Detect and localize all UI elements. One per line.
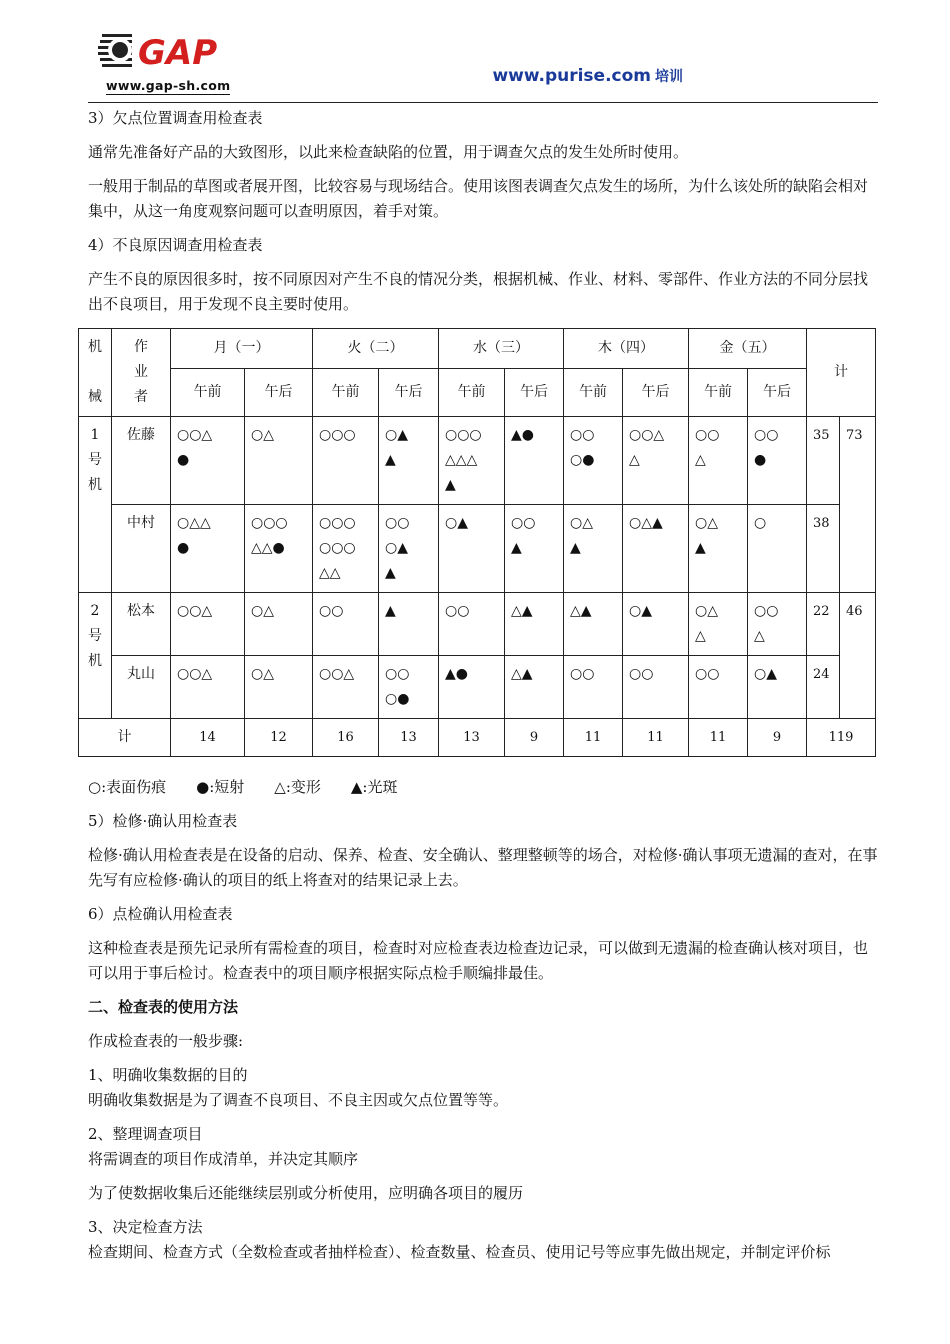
sec3-p1: 通常先准备好产品的大致图形，以此来检查缺陷的位置，用于调查欠点的发生处所时使用。 <box>88 143 689 161</box>
tally-cell: ▲ <box>379 593 439 656</box>
sec5-p1: 检修·确认用检查表是在设备的启动、保养、检查、安全确认、整理整顿等的场合，对检修·确认事项无遗漏的查对，在事先写有应检修·确认的项目的纸上将查对的结果记录上去。 <box>88 846 878 889</box>
table-row <box>79 505 876 593</box>
logo-url[interactable]: www.gap-sh.com <box>106 78 231 93</box>
header-pm: 午后 <box>505 368 564 416</box>
tally-cell: ○○ △ <box>689 417 748 505</box>
row-sum: 35 <box>807 417 840 505</box>
tally-cell: ▲● <box>505 417 564 505</box>
tally-cell: ○○○ <box>313 417 379 505</box>
table-row <box>79 656 876 719</box>
header-am: 午前 <box>564 368 623 416</box>
tally-cell: ○○ <box>689 656 748 719</box>
tally-cell: ○▲ <box>439 505 505 593</box>
sec4-title: 4）不良原因调查用检查表 <box>88 236 263 254</box>
tally-cell: ○△ ▲ <box>564 505 623 593</box>
sec4-p1: 产生不良的原因很多时，按不同原因对产生不良的情况分类，根据机械、作业、材料、零部件、作业方法的不同分层找出不良项目，用于发现不良主要时使用。 <box>88 270 869 313</box>
step2-text2: 为了使数据收集后还能继续层别或分析使用，应明确各项目的履历 <box>88 1184 524 1202</box>
tally-cell: ○○ ▲ <box>505 505 564 593</box>
tally-cell: ○○○ ○○○ △△ <box>313 505 379 593</box>
tally-cell: ○○ △ <box>748 593 807 656</box>
lower-content <box>88 775 878 1265</box>
tally-cell: ○○ ○▲ ▲ <box>379 505 439 593</box>
worker-name: 松本 <box>112 593 171 656</box>
header-pm: 午后 <box>379 368 439 416</box>
footer-value: 14 <box>171 719 245 757</box>
tally-cell: ○○ <box>623 656 689 719</box>
machine-label: 2 号 机 <box>79 593 112 719</box>
tally-cell: ○△△ ● <box>171 505 245 593</box>
row-sum: 22 <box>807 593 840 656</box>
sec3-title: 3）欠点位置调查用检查表 <box>88 109 263 127</box>
machine-total: 73 <box>840 417 876 593</box>
header-am: 午前 <box>439 368 505 416</box>
header-am: 午前 <box>689 368 748 416</box>
header-day-mon: 月（一） <box>171 329 313 369</box>
page-header <box>88 28 878 103</box>
tally-cell: ○○○ △△● <box>245 505 313 593</box>
tally-cell: ○○ ○● <box>379 656 439 719</box>
machine-total: 46 <box>840 593 876 719</box>
step3-title: 3、决定检查方法 <box>88 1218 203 1236</box>
tally-cell: ○△▲ <box>623 505 689 593</box>
worker-name: 中村 <box>112 505 171 593</box>
header-am: 午前 <box>313 368 379 416</box>
footer-value: 11 <box>623 719 689 757</box>
header-worker: 作 业 者 <box>112 329 171 417</box>
footer-value: 12 <box>245 719 313 757</box>
tally-cell: △▲ <box>505 593 564 656</box>
tally-cell: ○○△ ● <box>171 417 245 505</box>
part2-intro: 作成检查表的一般步骤: <box>88 1032 244 1050</box>
tally-cell: ○○ <box>564 656 623 719</box>
header-machine: 机 械 <box>79 329 112 417</box>
footer-label: 计 <box>79 719 171 757</box>
header-pm: 午后 <box>748 368 807 416</box>
table-row <box>79 417 876 505</box>
step1-text: 明确收集数据是为了调查不良项目、不良主因或欠点位置等等。 <box>88 1091 509 1109</box>
part2-title: 二、检查表的使用方法 <box>88 998 239 1016</box>
header-am: 午前 <box>171 368 245 416</box>
sec6-p1: 这种检查表是预先记录所有需检查的项目，检查时对应检查表边检查边记录，可以做到无遗漏的检查确认核对项目，也可以用于事后检讨。检查表中的项目顺序根据实际点检手顺编排最佳。 <box>88 939 869 982</box>
footer-value: 9 <box>748 719 807 757</box>
tally-cell: ○△ △ <box>689 593 748 656</box>
tally-cell: ○▲ ▲ <box>379 417 439 505</box>
tally-cell: ○○△ △ <box>623 417 689 505</box>
worker-name: 丸山 <box>112 656 171 719</box>
table-row <box>79 593 876 656</box>
machine-label: 1 号 机 <box>79 417 112 593</box>
footer-value: 9 <box>505 719 564 757</box>
header-day-tue: 火（二） <box>313 329 439 369</box>
footer-value: 13 <box>439 719 505 757</box>
tally-cell: ▲● <box>439 656 505 719</box>
step2-title: 2、整理调查项目 <box>88 1125 203 1143</box>
tally-cell: △▲ <box>505 656 564 719</box>
tally-cell: ○○ ○● <box>564 417 623 505</box>
header-day-fri: 金（五） <box>689 329 807 369</box>
footer-value: 11 <box>564 719 623 757</box>
tally-cell: ○△ <box>245 417 313 505</box>
step1-title: 1、明确收集数据的目的 <box>88 1066 248 1084</box>
row-sum: 24 <box>807 656 840 719</box>
tally-cell: ○○△ <box>313 656 379 719</box>
header-total: 计 <box>807 329 876 417</box>
footer-value: 16 <box>313 719 379 757</box>
tally-cell: ○△ ▲ <box>689 505 748 593</box>
section-3-4 <box>88 106 878 317</box>
tally-cell: ○○ ● <box>748 417 807 505</box>
sec5-title: 5）检修·确认用检查表 <box>88 812 238 830</box>
header-pm: 午后 <box>623 368 689 416</box>
header-site-url[interactable]: www.purise.com <box>492 66 651 86</box>
header-day-thu: 木（四） <box>564 329 689 369</box>
header-pm: 午后 <box>245 368 313 416</box>
tally-cell: ○△ <box>245 656 313 719</box>
defect-checksheet-table <box>78 328 876 757</box>
tally-cell: △▲ <box>564 593 623 656</box>
worker-name: 佐藤 <box>112 417 171 505</box>
tally-cell: ○○ <box>313 593 379 656</box>
header-site[interactable] <box>492 66 683 86</box>
header-day-wed: 水（三） <box>439 329 564 369</box>
step2-text: 将需调查的项目作成清单，并决定其顺序 <box>88 1150 359 1168</box>
logo-text: GAP <box>138 33 218 73</box>
step3-text: 检查期间、检查方式（全数检查或者抽样检查）、检查数量、检查员、使用记号等应事先做出规定，并制定评价标 <box>88 1243 831 1261</box>
tally-cell: ○○△ <box>171 593 245 656</box>
tally-cell: ○▲ <box>748 656 807 719</box>
grand-total: 119 <box>807 719 876 757</box>
sec3-p2: 一般用于制品的草图或者展开图，比较容易与现场结合。使用该图表调查欠点发生的场所，为什么该处所的缺陷会相对集中，从这一角度观察问题可以查明原因，着手对策。 <box>88 177 869 220</box>
footer-value: 13 <box>379 719 439 757</box>
tally-cell: ○△ <box>245 593 313 656</box>
footer-value: 11 <box>689 719 748 757</box>
table-footer-row <box>79 719 876 757</box>
gap-logo-mark-icon <box>98 28 258 78</box>
tally-cell: ○○ <box>439 593 505 656</box>
tally-cell: ○ <box>748 505 807 593</box>
sec6-title: 6）点检确认用检查表 <box>88 905 233 923</box>
row-sum: 38 <box>807 505 840 593</box>
legend: ○:表面伤痕 ●:短射 △:变形 ▲:光斑 <box>88 778 398 796</box>
tally-cell: ○○○ △△△ ▲ <box>439 417 505 505</box>
tally-cell: ○○△ <box>171 656 245 719</box>
tally-cell: ○▲ <box>623 593 689 656</box>
header-site-suffix: 培训 <box>655 69 683 85</box>
